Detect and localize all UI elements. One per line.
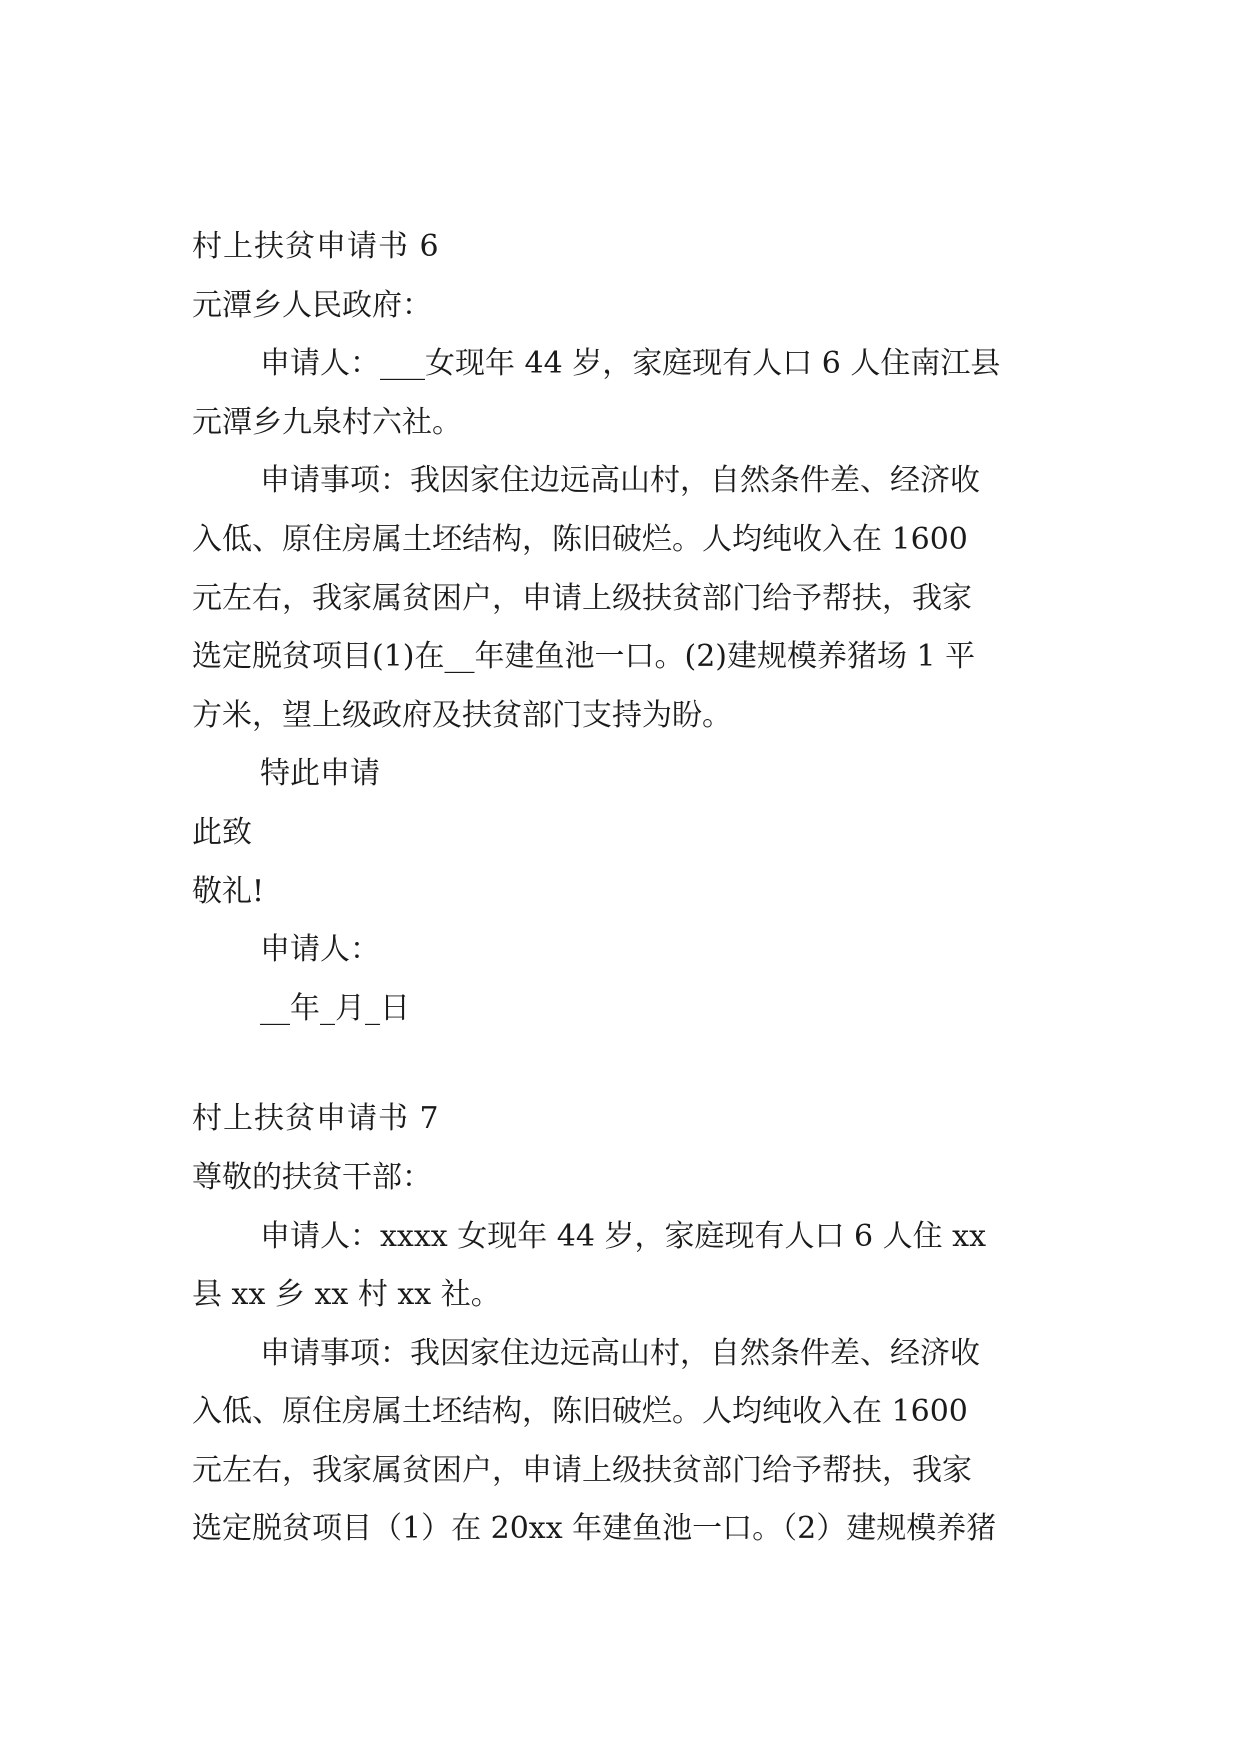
section-7-applicant-line-1: 申请人：xxxx 女现年 44 岁，家庭现有人口 6 人住 xx	[260, 1218, 986, 1254]
section-6-closing-hereby: 特此申请	[260, 756, 380, 792]
section-6-applicant-line-1: 申请人：___女现年 44 岁，家庭现有人口 6 人住南江县	[260, 346, 1001, 382]
section-6-request-line-3: 元左右，我家属贫困户，申请上级扶贫部门给予帮扶，我家	[192, 580, 972, 616]
section-7-applicant-line-2: 县 xx 乡 xx 村 xx 社。	[192, 1277, 501, 1313]
section-7-request-line-2: 入低、原住房属土坯结构，陈旧破烂。人均纯收入在 1600	[192, 1394, 968, 1430]
section-6-closing-jingli: 敬礼!	[192, 873, 265, 909]
section-7-salutation: 尊敬的扶贫干部：	[192, 1159, 432, 1195]
section-6-closing-cizhi: 此致	[192, 814, 252, 850]
section-6-request-line-2: 入低、原住房属土坯结构，陈旧破烂。人均纯收入在 1600	[192, 521, 968, 557]
section-divider-space	[192, 1038, 1060, 1090]
section-6-signature-label: 申请人：	[260, 932, 380, 968]
section-7-request-line-3: 元左右，我家属贫困户，申请上级扶贫部门给予帮扶，我家	[192, 1452, 972, 1488]
section-6-request-line-4: 选定脱贫项目(1)在__年建鱼池一口。(2)建规模养猪场 1 平	[192, 639, 976, 675]
section-6-salutation: 元潭乡人民政府：	[192, 287, 432, 323]
section-6-request-line-1: 申请事项：我因家住边远高山村，自然条件差、经济收	[260, 463, 980, 499]
section-7-request-line-1: 申请事项：我因家住边远高山村，自然条件差、经济收	[260, 1335, 980, 1371]
document-page	[192, 218, 1060, 1559]
section-6-applicant-line-2: 元潭乡九泉村六社。	[192, 404, 462, 440]
section-6-title: 村上扶贫申请书 6	[192, 229, 440, 264]
section-7-title: 村上扶贫申请书 7	[192, 1101, 440, 1137]
section-6-date: __年_月_日	[260, 990, 410, 1026]
section-6-request-line-5: 方米，望上级政府及扶贫部门支持为盼。	[192, 697, 732, 733]
section-7-request-line-4: 选定脱贫项目（1）在 20xx 年建鱼池一口。（2）建规模养猪	[192, 1511, 997, 1547]
